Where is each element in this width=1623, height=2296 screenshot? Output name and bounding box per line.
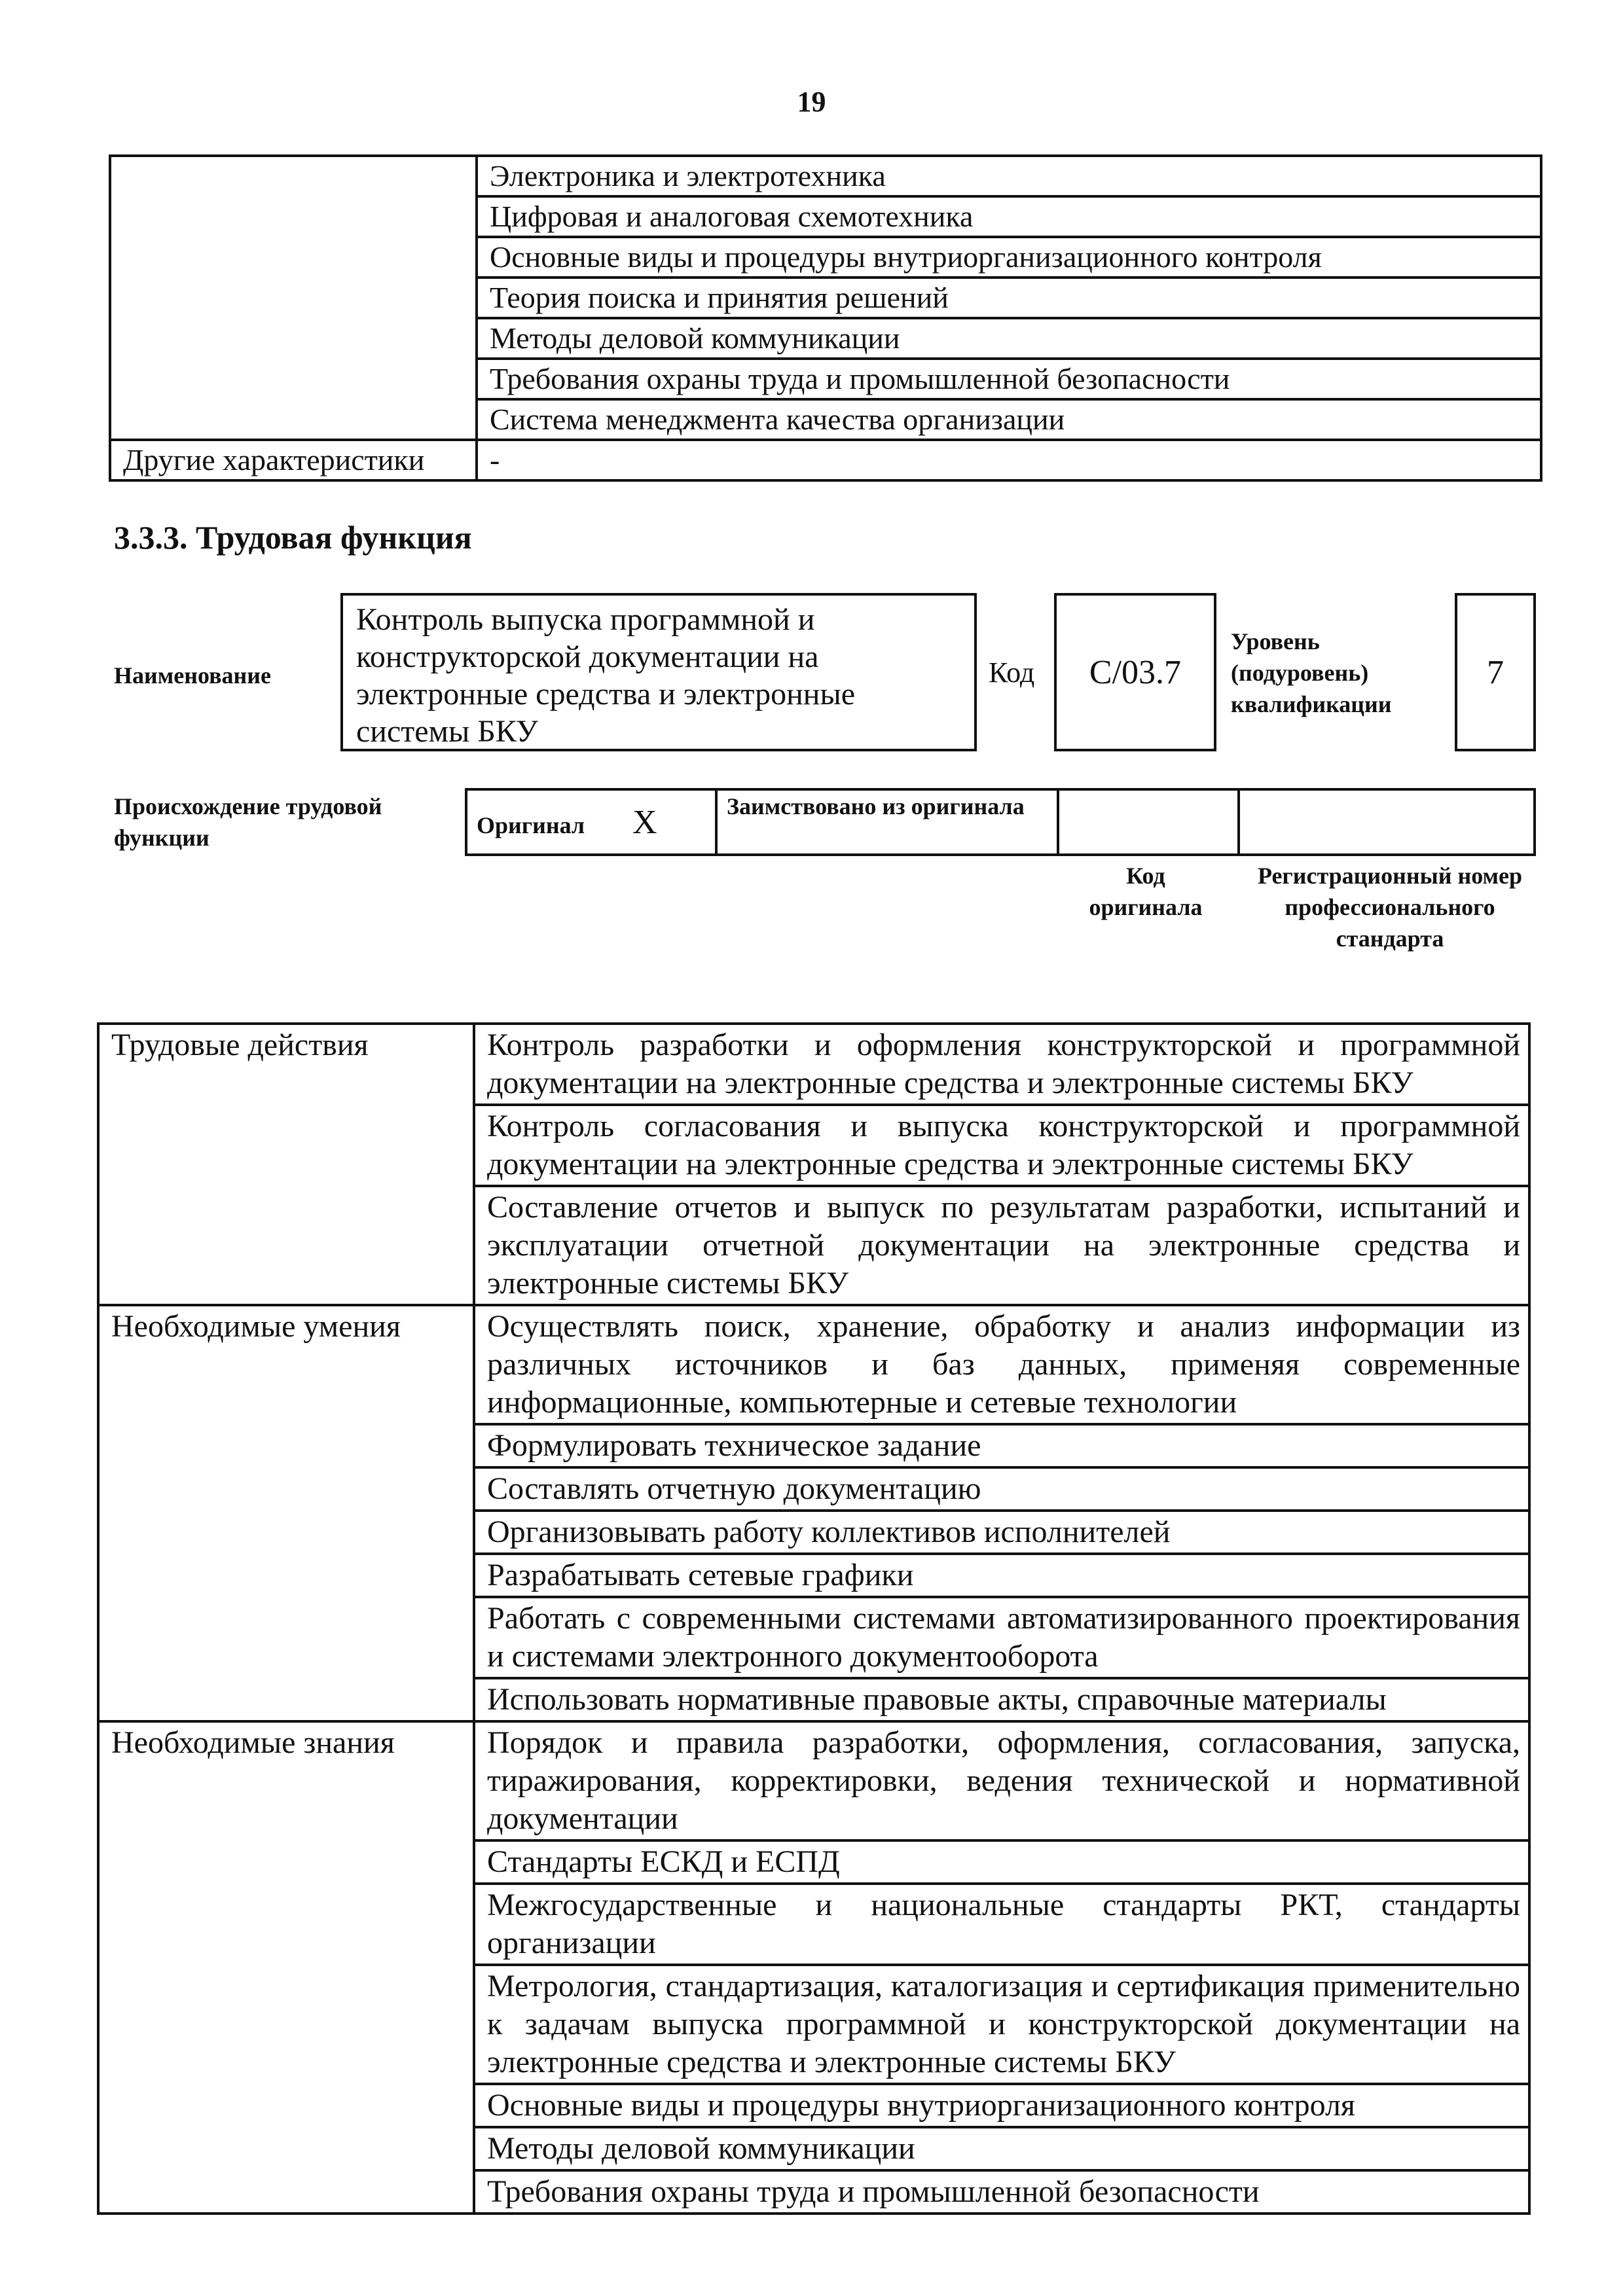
- page-number: 19: [797, 86, 826, 118]
- qualification-level-box: 7: [1455, 593, 1536, 751]
- labor-action-item: Составление отчетов и выпуск по результатам разработки, испытаний и эксплуатации отчетной документации на электронные средства и электронные системы БКУ: [474, 1186, 1529, 1305]
- name-label: Наименование: [114, 662, 271, 689]
- original-cell: [466, 789, 716, 855]
- knowledge-item: Методы деловой коммуникации: [474, 2127, 1529, 2170]
- knowledge-item: Стандарты ЕСКД и ЕСПД: [474, 1840, 1529, 1884]
- empty-label-cell: [110, 156, 477, 440]
- qualification-level-label: Уровень (подуровень) квалификации: [1231, 628, 1392, 717]
- labor-action-item: Контроль разработки и оформления конструкторской и программной документации на электронные средства и электронные системы БКУ: [474, 1024, 1529, 1105]
- knowledge-item: Система менеджмента качества организации: [477, 399, 1541, 440]
- knowledge-item: Требования охраны труда и промышленной безопасности: [474, 2170, 1529, 2214]
- skills-label: Необходимые умения: [98, 1305, 474, 1721]
- original-mark: X: [632, 803, 657, 841]
- knowledge-item: Основные виды и процедуры внутриорганизационного контроля: [474, 2084, 1529, 2127]
- knowledge-item: Порядок и правила разработки, оформления, согласования, запуска, тиражирования, корректировки, ведения технической и нормативной документации: [474, 1721, 1529, 1840]
- knowledge-item: Требования охраны труда и промышленной безопасности: [477, 359, 1541, 399]
- labor-actions-label: Трудовые действия: [98, 1024, 474, 1305]
- other-characteristics-value: -: [477, 440, 1541, 480]
- top-knowledge-table: [109, 154, 1542, 482]
- knowledge-item: Методы деловой коммуникации: [477, 318, 1541, 359]
- skill-item: Работать с современными системами автоматизированного проектирования и системами электронного документооборота: [474, 1597, 1529, 1678]
- knowledge-item: Метрология, стандартизация, каталогизация и сертификация применительно к задачам выпуска программной и конструкторской документации на электронные средства и электронные системы БКУ: [474, 1965, 1529, 2084]
- code-original-cell: [1058, 789, 1239, 855]
- knowledge-item: Межгосударственные и национальные стандарты РКТ, стандарты организации: [474, 1884, 1529, 1965]
- skill-item: Составлять отчетную документацию: [474, 1467, 1529, 1511]
- section-title: 3.3.3. Трудовая функция: [114, 519, 472, 556]
- original-label: Оригинал: [477, 812, 585, 838]
- skill-item: Организовывать работу коллективов исполнителей: [474, 1511, 1529, 1554]
- skill-item: Формулировать техническое задание: [474, 1424, 1529, 1467]
- skill-item: Осуществлять поиск, хранение, обработку и анализ информации из различных источников и баз данных, применяя современные информационные, компьютерные и сетевые технологии: [474, 1305, 1529, 1424]
- other-characteristics-label: Другие характеристики: [110, 440, 477, 480]
- origin-label: Происхождение трудовой функции: [114, 793, 382, 851]
- reg-number-cell: [1239, 789, 1535, 855]
- reg-number-caption: Регистрационный номер профессионального стандарта: [1257, 863, 1523, 952]
- code-label: Код: [989, 656, 1035, 689]
- code-value-box: С/03.7: [1054, 593, 1216, 751]
- knowledge-item: Электроника и электротехника: [477, 156, 1541, 196]
- borrowed-label: Заимствовано из оригинала: [716, 789, 1058, 855]
- knowledge-item: Теория поиска и принятия решений: [477, 278, 1541, 318]
- knowledge-label: Необходимые знания: [98, 1721, 474, 2214]
- labor-function-table: [97, 1022, 1531, 2215]
- skill-item: Использовать нормативные правовые акты, справочные материалы: [474, 1678, 1529, 1721]
- labor-action-item: Контроль согласования и выпуска конструкторской и программной документации на электронные средства и электронные системы БКУ: [474, 1105, 1529, 1186]
- skill-item: Разрабатывать сетевые графики: [474, 1554, 1529, 1597]
- origin-table: [465, 788, 1536, 856]
- code-original-caption: Код оригинала: [1089, 863, 1203, 920]
- knowledge-item: Цифровая и аналоговая схемотехника: [477, 196, 1541, 237]
- function-name-box: Контроль выпуска программной и конструкторской документации на электронные средства и электронные системы БКУ: [340, 593, 977, 751]
- knowledge-item: Основные виды и процедуры внутриорганизационного контроля: [477, 237, 1541, 278]
